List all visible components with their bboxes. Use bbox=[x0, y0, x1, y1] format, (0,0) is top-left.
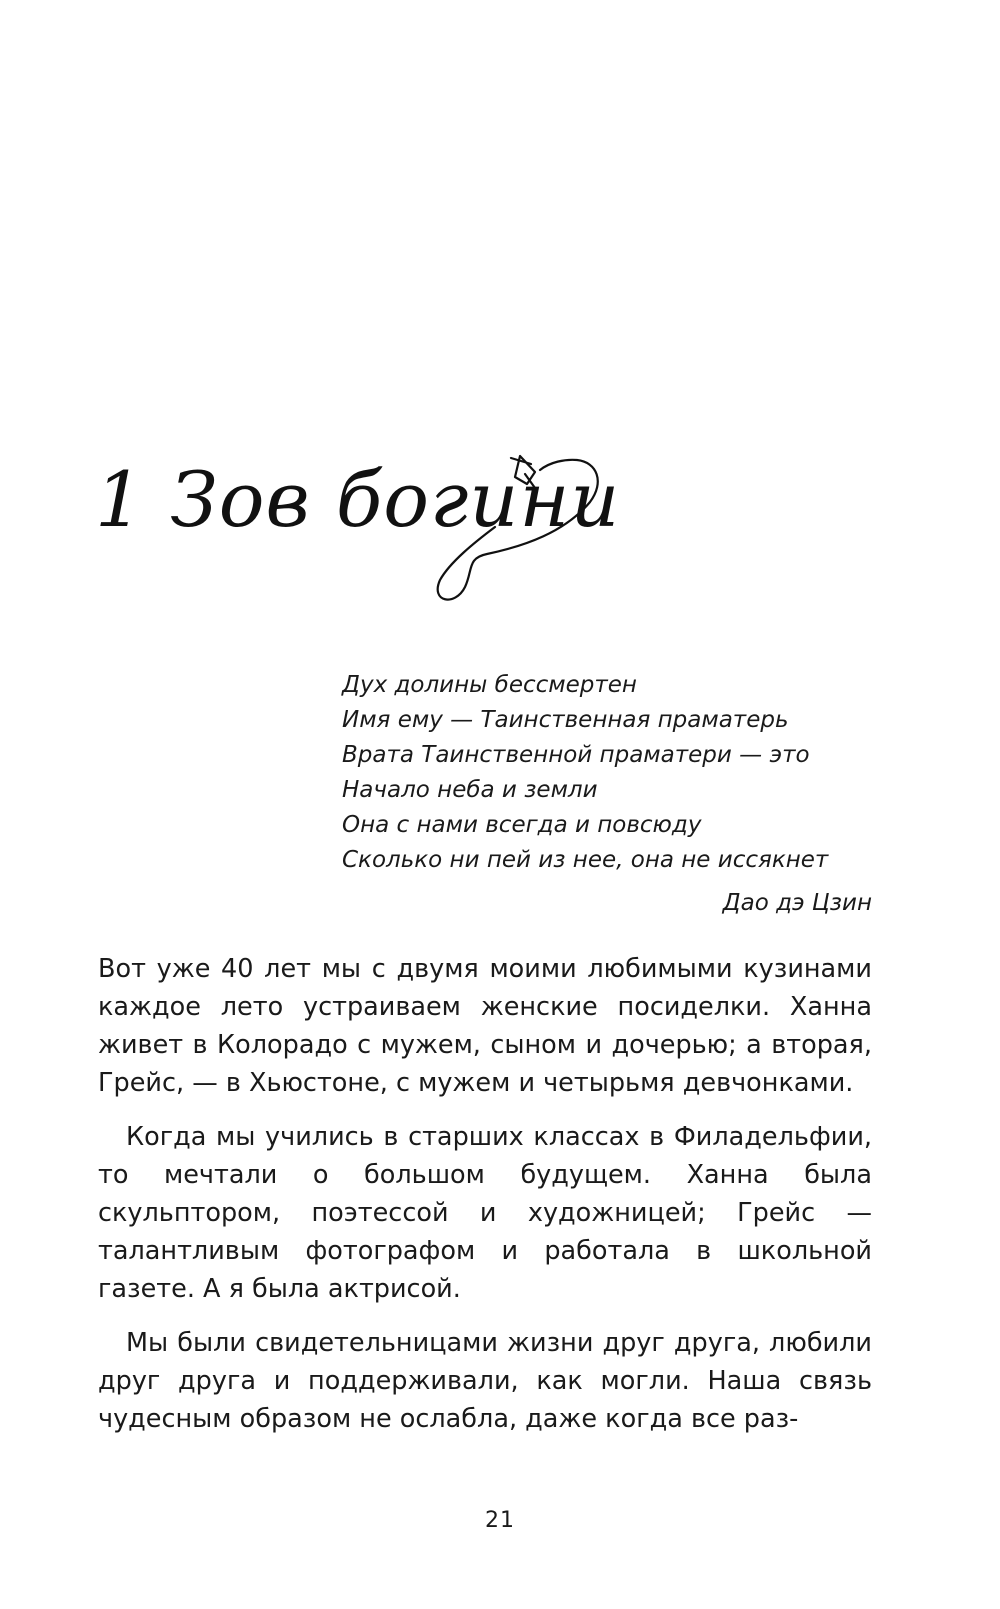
epigraph-line: Сколько ни пей из нее, она не иссякнет bbox=[342, 847, 829, 873]
epigraph-line: Начало неба и земли bbox=[342, 777, 598, 803]
chapter-number: 1 bbox=[95, 455, 145, 544]
body-text bbox=[98, 950, 872, 1454]
epigraph-source: Дао дэ Цзин bbox=[722, 890, 872, 916]
paragraph: Вот уже 40 лет мы с двумя моими любимыми кузинами каждое лето устраиваем женские посиделки. Ханна живет в Колорадо с мужем, сыном и дочерью; а вторая, Грейс, — в Хьюстоне, с мужем и четырьмя девчонками. bbox=[98, 954, 872, 1098]
chapter-heading bbox=[95, 455, 655, 632]
epigraph bbox=[342, 668, 872, 921]
paragraph: Мы были свидетельницами жизни друг друга, любили друг друга и поддерживали, как могли. Наша связь чудесным образом не ослабла, даже когда все раз- bbox=[98, 1328, 872, 1434]
epigraph-line: Дух долины бессмертен bbox=[342, 672, 637, 698]
page-number: 21 bbox=[485, 1508, 515, 1533]
epigraph-line: Она с нами всегда и повсюду bbox=[342, 812, 702, 838]
epigraph-line: Врата Таинственной праматери — это bbox=[342, 742, 810, 768]
plane-loop-flourish-icon bbox=[95, 455, 655, 632]
paragraph: Когда мы учились в старших классах в Филадельфии, то мечтали о большом будущем. Ханна была скульптором, поэтессой и художницей; Грейс — талантливым фотографом и работала в школьной газете. А я была актрисой. bbox=[98, 1122, 872, 1304]
chapter-title-text: Зов богини bbox=[170, 455, 621, 544]
epigraph-line: Имя ему — Таинственная праматерь bbox=[342, 707, 789, 733]
